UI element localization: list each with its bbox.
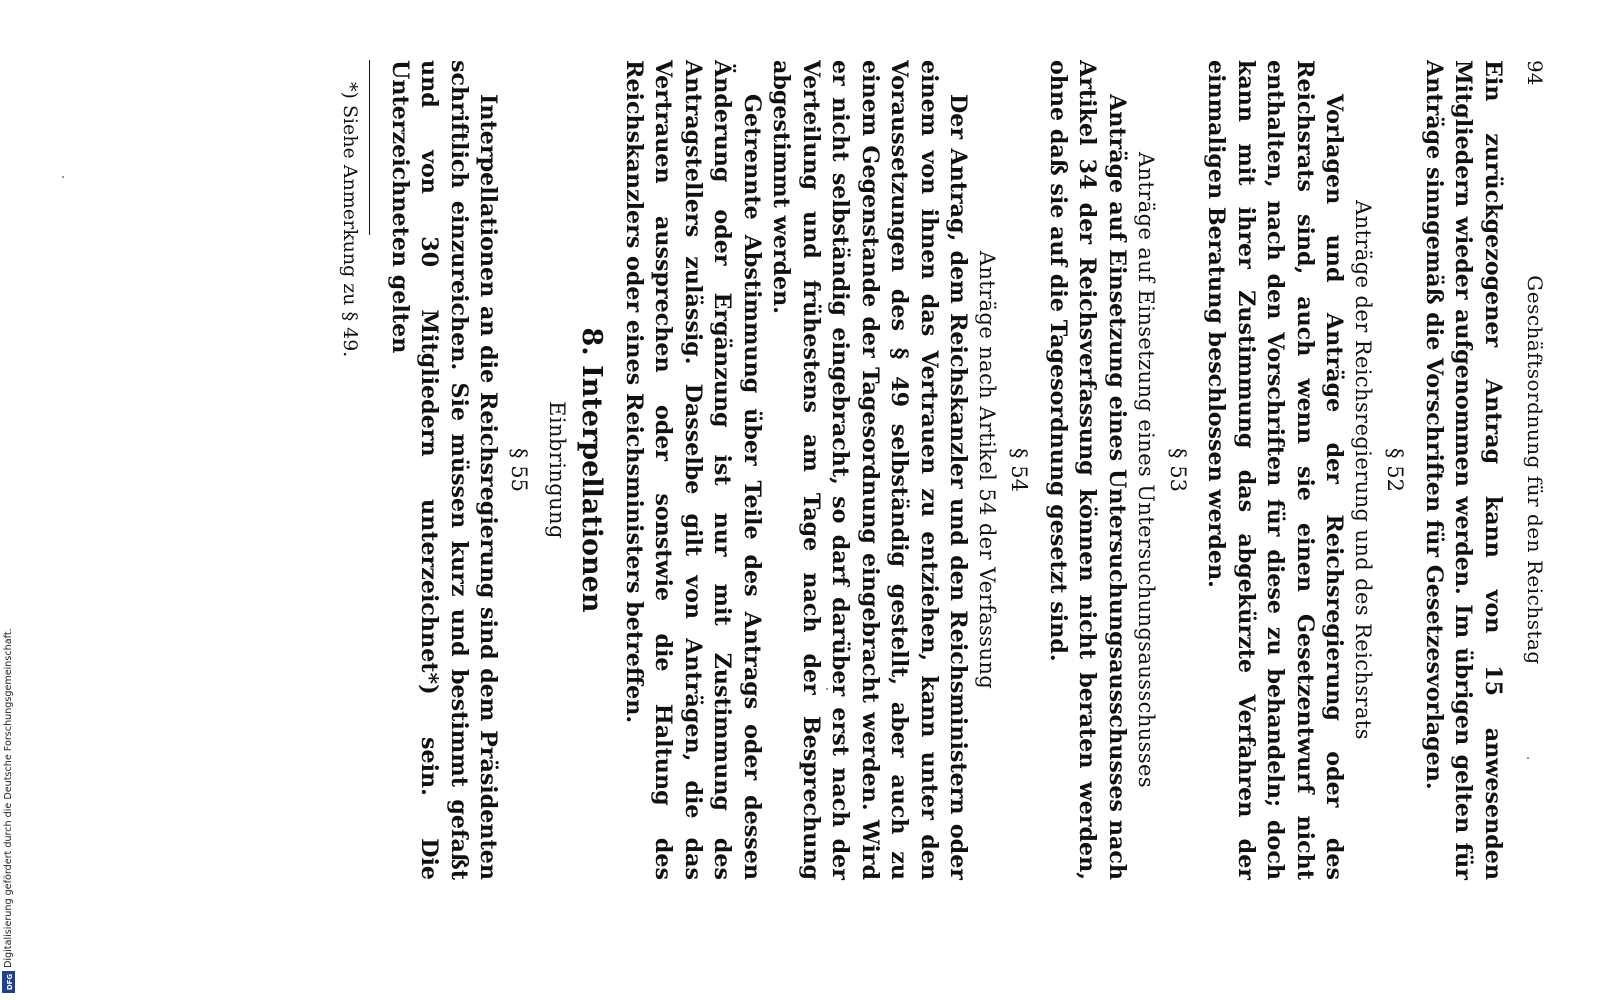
paragraph-continuation: Ein zurückgezogener Antrag kann von 15 anwesenden Mitgliedern wieder aufgenommen werden. Im übrigen gelten für Anträge sinngemäß die Vorschriften für Gesetzesvorlagen. bbox=[1421, 60, 1506, 880]
chapter-title: 8. Interpellationen bbox=[576, 327, 608, 613]
section-heading-52: Anträge der Reichsregierung und des Reichsrats bbox=[1351, 200, 1376, 740]
scan-speck bbox=[826, 688, 828, 690]
scan-speck bbox=[1527, 757, 1529, 759]
dfg-logo-label: DFG bbox=[6, 973, 15, 991]
digitization-credit bbox=[2, 598, 16, 991]
section-text-53: Anträge auf Einsetzung eines Untersuchungsausschusses nach Artikel 34 der Reichsverfassung können nicht beraten werden, ohne daß sie auf die Tagesordnung gesetzt sind. bbox=[1045, 60, 1130, 880]
running-head-title: Geschäftsordnung für den Reichstag bbox=[1523, 275, 1547, 665]
footnote-rule bbox=[370, 60, 371, 235]
section-text-54-a: Der Antrag, dem Reichskanzler und den Reichsministern oder einem von ihnen das Vertrauen zu entziehen, kann unter den Voraussetzungen des § 49 selbständig gestellt, aber auch zu einem Gegenstande der Tagesordnung eingebracht werden. Wird er nicht selbständig eingebracht, so darf darüber erst nach der Verteilung und frühestens am Tage nach der Besprechung abgestimmt werden. bbox=[768, 60, 972, 880]
section-number-53: § 53 bbox=[1166, 448, 1190, 492]
dfg-logo-icon bbox=[2, 971, 15, 993]
chapter-subheading: Einbringung bbox=[545, 401, 570, 539]
section-number-54: § 54 bbox=[1007, 448, 1032, 492]
section-text-52: Vorlagen und Anträge der Reichsregierung oder des Reichsrats sind, auch wenn sie einen Gesetzentwurf nicht enthalten, nach den Vorschriften für diese zu behandeln; doch kann mit ihrer Zustimmung das abgekürzte Verfahren der einmaligen Beratung beschlossen werden. bbox=[1203, 60, 1348, 880]
scan-speck bbox=[62, 176, 64, 178]
section-number-52: § 52 bbox=[1383, 448, 1408, 492]
section-text-55: Interpellationen an die Reichsregierung sind dem Präsidenten schriftlich einzureichen. Sie müssen kurz und bestimmt gefaßt und von 30 Mitgliedern unterzeichnet*) sein. Die Unterzeichneten gelten bbox=[387, 60, 502, 880]
section-heading-53: Anträge auf Einsetzung eines Untersuchungsausschusses bbox=[1134, 151, 1158, 789]
section-heading-54: Anträge nach Artikel 54 der Verfassung bbox=[975, 250, 1000, 690]
credit-text: Digitalisierung gefördert durch die Deutsche Forschungsgemeinschaft. bbox=[3, 628, 14, 968]
text-column bbox=[338, 60, 1508, 880]
section-number-55: § 55 bbox=[507, 448, 532, 492]
footnote: *) Siehe Anmerkung zu § 49. bbox=[339, 82, 362, 358]
page-number: 94 bbox=[1523, 60, 1547, 86]
section-text-54-b: Getrennte Abstimmung über Teile des Antrags oder dessen Änderung oder Ergänzung ist nur mit Zustimmung des Antragstellers zulässig. Dasselbe gilt von Anträgen, die das Vertrauen aussprechen oder sonstwie die Haltung des Reichskanzlers oder eines Reichsministers betreffen. bbox=[621, 60, 765, 880]
